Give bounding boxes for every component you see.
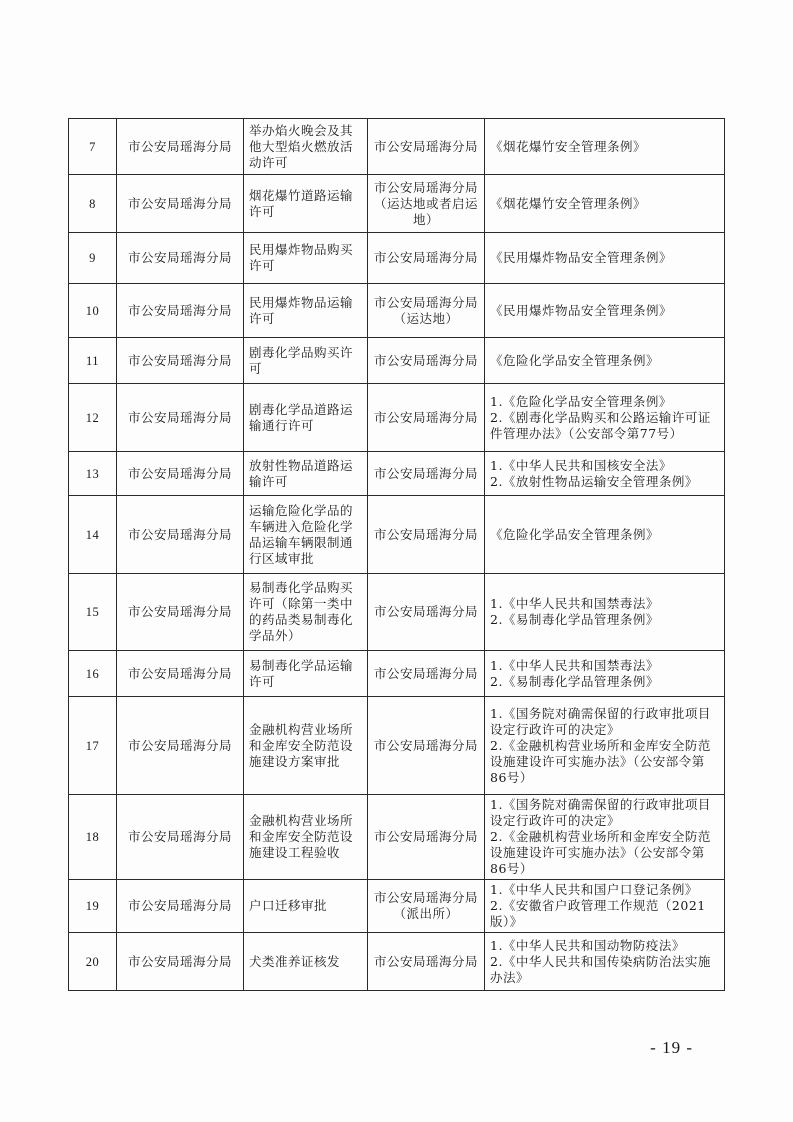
implementing-body-cell: 市公安局瑶海分局（运达地或者启运地）	[368, 175, 485, 233]
legal-basis-cell	[485, 175, 725, 233]
legal-basis-line: 1.《国务院对确需保留的行政审批项目设定行政许可的决定》	[490, 797, 711, 828]
permit-item-cell: 金融机构营业场所和金库安全防范设施建设工程验收	[244, 795, 368, 880]
legal-basis-line: 1.《国务院对确需保留的行政审批项目设定行政许可的决定》	[490, 705, 711, 737]
table-row	[69, 795, 725, 880]
permit-table	[68, 118, 725, 991]
table-row	[69, 338, 725, 384]
legal-basis-cell	[485, 233, 725, 284]
department-cell: 市公安局瑶海分局	[117, 574, 244, 651]
legal-basis-line: 《民用爆炸物品安全管理条例》	[490, 250, 673, 265]
row-number-cell: 19	[69, 880, 117, 933]
legal-basis-cell	[485, 452, 725, 496]
permit-item-cell: 犬类准养证核发	[244, 933, 368, 991]
implementing-body-cell: 市公安局瑶海分局	[368, 384, 485, 452]
legal-basis-cell	[485, 651, 725, 697]
row-number-cell: 15	[69, 574, 117, 651]
row-number-cell: 12	[69, 384, 117, 452]
row-number-cell: 16	[69, 651, 117, 697]
legal-basis-line: 2.《安徽省户政管理工作规范（2021版）》	[490, 898, 706, 929]
legal-basis-line: 2.《易制毒化学品管理条例》	[490, 612, 659, 627]
legal-basis-cell	[485, 338, 725, 384]
page-number: - 19 -	[650, 1038, 693, 1057]
table-row	[69, 933, 725, 991]
legal-basis-cell	[485, 880, 725, 933]
permit-item-cell: 运输危险化学品的车辆进入危险化学品运输车辆限制通行区域审批	[244, 496, 368, 574]
department-cell: 市公安局瑶海分局	[117, 284, 244, 338]
row-number-cell: 7	[69, 119, 117, 175]
department-cell: 市公安局瑶海分局	[117, 119, 244, 175]
department-cell: 市公安局瑶海分局	[117, 338, 244, 384]
department-cell: 市公安局瑶海分局	[117, 384, 244, 452]
implementing-body-cell: 市公安局瑶海分局	[368, 795, 485, 880]
table-row	[69, 119, 725, 175]
row-number-cell: 13	[69, 452, 117, 496]
row-number-cell: 9	[69, 233, 117, 284]
permit-item-cell: 户口迁移审批	[244, 880, 368, 933]
legal-basis-line: 《民用爆炸物品安全管理条例》	[490, 302, 673, 318]
department-cell: 市公安局瑶海分局	[117, 175, 244, 233]
legal-basis-line: 1.《中华人民共和国核安全法》	[490, 457, 672, 473]
implementing-body-cell: 市公安局瑶海分局	[368, 651, 485, 697]
permit-item-cell: 剧毒化学品道路运输通行许可	[244, 384, 368, 452]
legal-basis-cell	[485, 697, 725, 795]
department-cell: 市公安局瑶海分局	[117, 933, 244, 991]
legal-basis-line: 2.《易制毒化学品管理条例》	[490, 673, 659, 689]
department-cell: 市公安局瑶海分局	[117, 496, 244, 574]
implementing-body-cell: 市公安局瑶海分局	[368, 338, 485, 384]
department-cell: 市公安局瑶海分局	[117, 233, 244, 284]
department-cell: 市公安局瑶海分局	[117, 880, 244, 933]
implementing-body-cell: 市公安局瑶海分局	[368, 933, 485, 991]
implementing-body-cell: 市公安局瑶海分局	[368, 452, 485, 496]
permit-item-cell: 剧毒化学品购买许可	[244, 338, 368, 384]
row-number-cell: 14	[69, 496, 117, 574]
legal-basis-cell	[485, 795, 725, 880]
permit-item-cell: 金融机构营业场所和金库安全防范设施建设方案审批	[244, 697, 368, 795]
table-row	[69, 233, 725, 284]
table-row	[69, 452, 725, 496]
implementing-body-cell: 市公安局瑶海分局	[368, 119, 485, 175]
table-row	[69, 574, 725, 651]
permit-table-body	[69, 119, 725, 991]
legal-basis-line: 1.《中华人民共和国禁毒法》	[490, 657, 659, 673]
table-row	[69, 384, 725, 452]
legal-basis-line: 2.《放射性物品运输安全管理条例》	[490, 473, 698, 489]
implementing-body-cell: 市公安局瑶海分局（派出所）	[368, 880, 485, 933]
permit-item-cell: 易制毒化学品运输许可	[244, 651, 368, 697]
implementing-body-cell: 市公安局瑶海分局	[368, 697, 485, 795]
legal-basis-line: 《烟花爆竹安全管理条例》	[490, 195, 647, 211]
legal-basis-line: 2.《金融机构营业场所和金库安全防范设施建设许可实施办法》（公安部令第86号）	[490, 829, 711, 876]
row-number-cell: 8	[69, 175, 117, 233]
permit-item-cell: 放射性物品道路运输许可	[244, 452, 368, 496]
department-cell: 市公安局瑶海分局	[117, 452, 244, 496]
legal-basis-cell	[485, 496, 725, 574]
row-number-cell: 18	[69, 795, 117, 880]
row-number-cell: 10	[69, 284, 117, 338]
permit-item-cell: 举办焰火晚会及其他大型焰火燃放活动许可	[244, 119, 368, 175]
permit-item-cell: 烟花爆竹道路运输许可	[244, 175, 368, 233]
table-row	[69, 175, 725, 233]
legal-basis-line: 《烟花爆竹安全管理条例》	[490, 138, 647, 154]
legal-basis-line: 1.《中华人民共和国禁毒法》	[490, 596, 659, 611]
legal-basis-line: 2.《中华人民共和国传染病防治法实施办法》	[490, 953, 711, 985]
implementing-body-cell: 市公安局瑶海分局	[368, 574, 485, 651]
permit-item-cell: 民用爆炸物品运输许可	[244, 284, 368, 338]
legal-basis-cell	[485, 284, 725, 338]
table-row	[69, 697, 725, 795]
department-cell: 市公安局瑶海分局	[117, 651, 244, 697]
legal-basis-line: 2.《剧毒化学品购买和公路运输许可证件管理办法》（公安部令第77号）	[490, 409, 711, 441]
row-number-cell: 17	[69, 697, 117, 795]
implementing-body-cell: 市公安局瑶海分局（运达地）	[368, 284, 485, 338]
legal-basis-line: 《危险化学品安全管理条例》	[490, 526, 660, 542]
table-row	[69, 496, 725, 574]
table-row	[69, 880, 725, 933]
table-row	[69, 284, 725, 338]
legal-basis-line: 《危险化学品安全管理条例》	[490, 352, 660, 368]
legal-basis-line: 1.《中华人民共和国户口登记条例》	[490, 882, 698, 897]
legal-basis-cell	[485, 119, 725, 175]
legal-basis-line: 1.《危险化学品安全管理条例》	[490, 393, 672, 409]
legal-basis-cell	[485, 384, 725, 452]
row-number-cell: 11	[69, 338, 117, 384]
row-number-cell: 20	[69, 933, 117, 991]
permit-item-cell: 民用爆炸物品购买许可	[244, 233, 368, 284]
legal-basis-cell	[485, 933, 725, 991]
department-cell: 市公安局瑶海分局	[117, 795, 244, 880]
table-row	[69, 651, 725, 697]
legal-basis-cell	[485, 574, 725, 651]
implementing-body-cell: 市公安局瑶海分局	[368, 496, 485, 574]
permit-item-cell: 易制毒化学品购买许可（除第一类中的药品类易制毒化学品外）	[244, 574, 368, 651]
legal-basis-line: 1.《中华人民共和国动物防疫法》	[490, 937, 685, 953]
department-cell: 市公安局瑶海分局	[117, 697, 244, 795]
legal-basis-line: 2.《金融机构营业场所和金库安全防范设施建设许可实施办法》（公安部令第86号）	[490, 737, 711, 785]
implementing-body-cell: 市公安局瑶海分局	[368, 233, 485, 284]
